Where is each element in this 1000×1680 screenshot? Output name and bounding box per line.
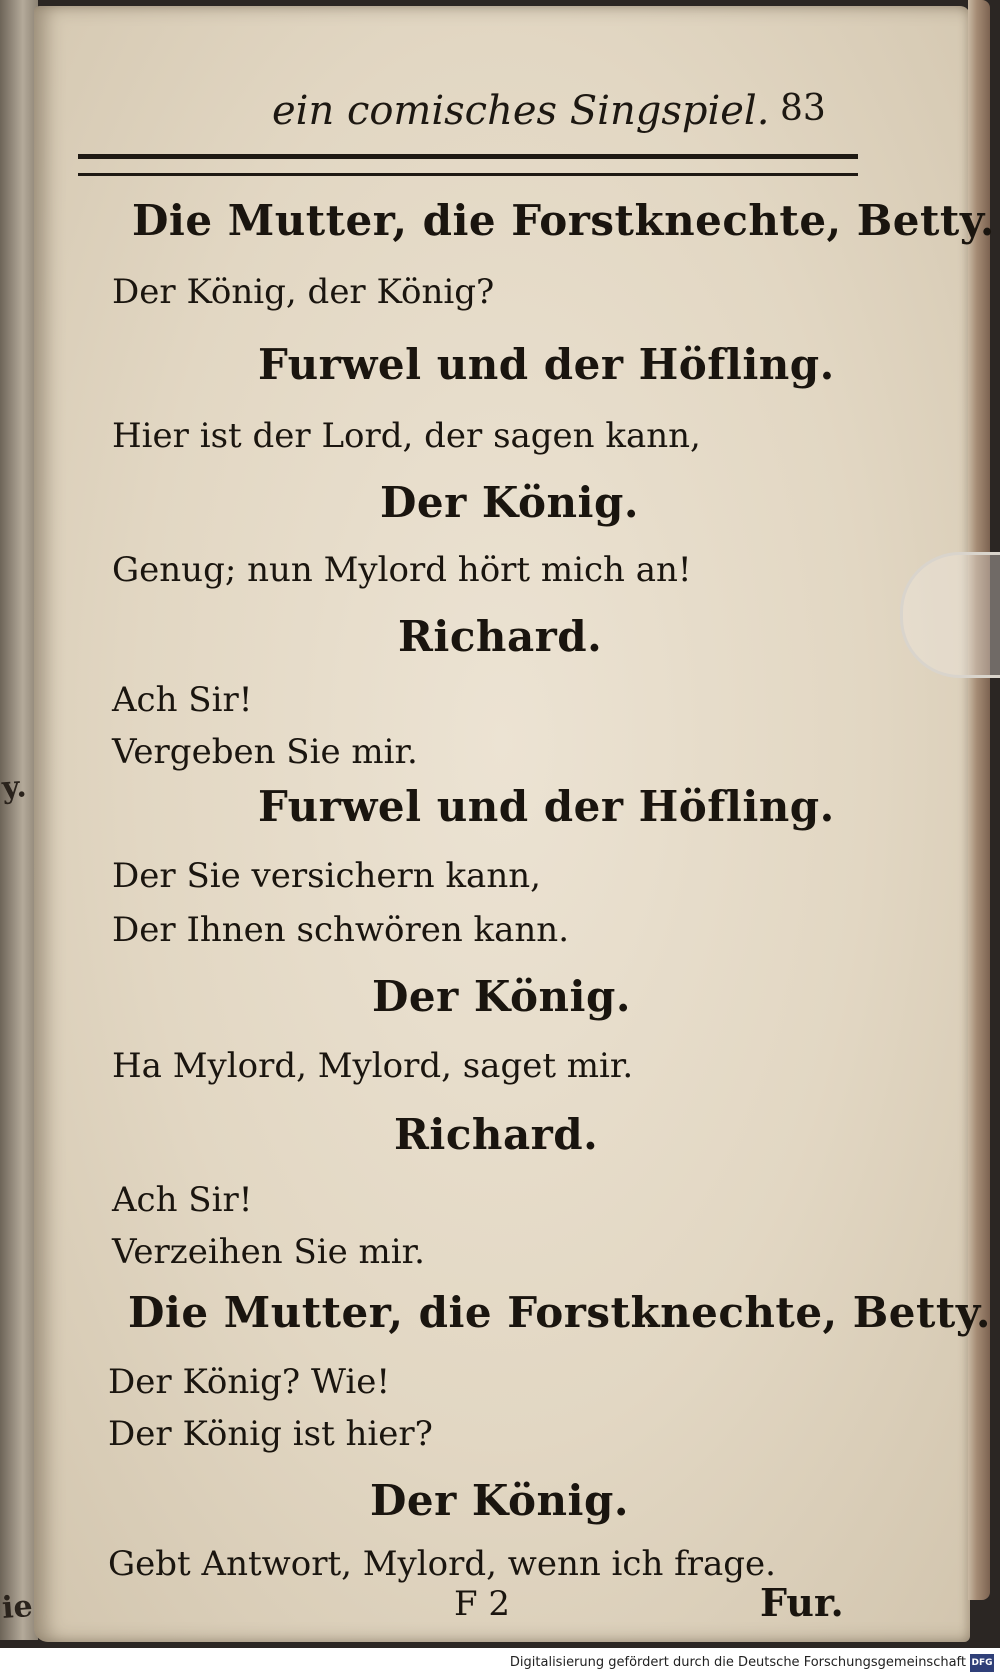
verse-line: Ach Sir! bbox=[112, 1180, 253, 1220]
verse-line: Vergeben Sie mir. bbox=[112, 732, 418, 772]
speaker-heading: Furwel und der Höfling. bbox=[258, 782, 835, 831]
verse-line: Der Sie versichern kann, bbox=[112, 856, 541, 896]
page-header bbox=[0, 88, 1000, 138]
dfg-logo-icon: DFG bbox=[970, 1654, 994, 1672]
speaker-heading: Richard. bbox=[394, 1110, 599, 1159]
margin-fragment: y. bbox=[0, 769, 28, 806]
catchword: Fur. bbox=[760, 1580, 844, 1625]
verse-line: Ach Sir! bbox=[112, 680, 253, 720]
verse-line: Hier ist der Lord, der sagen kann, bbox=[112, 416, 701, 456]
speaker-heading: Die Mutter, die Forstknechte, Betty. bbox=[128, 1288, 992, 1337]
header-rule bbox=[78, 154, 858, 176]
speaker-heading: Der König. bbox=[380, 478, 639, 527]
facing-page-edge bbox=[0, 0, 38, 1640]
verse-line: Verzeihen Sie mir. bbox=[112, 1232, 425, 1272]
speaker-heading: Der König. bbox=[372, 972, 631, 1021]
page-number: 83 bbox=[780, 88, 826, 129]
verse-line: Der König? Wie! bbox=[108, 1362, 390, 1402]
credit-text: Digitalisierung gefördert durch die Deutsche Forschungsgemeinschaft bbox=[509, 1655, 966, 1670]
verse-line: Der König, der König? bbox=[112, 272, 495, 312]
verse-line: Ha Mylord, Mylord, saget mir. bbox=[112, 1046, 634, 1086]
signature-mark: F 2 bbox=[454, 1584, 511, 1624]
speaker-heading: Die Mutter, die Forstknechte, Betty. bbox=[132, 196, 996, 245]
verse-line: Genug; nun Mylord hört mich an! bbox=[112, 550, 692, 590]
verse-line: Gebt Antwort, Mylord, wenn ich frage. bbox=[108, 1544, 776, 1584]
margin-fragment: ie bbox=[0, 1588, 34, 1627]
credit-bar bbox=[0, 1648, 1000, 1680]
speaker-heading: Richard. bbox=[398, 612, 603, 661]
speaker-heading: Furwel und der Höfling. bbox=[258, 340, 835, 389]
verse-line: Der Ihnen schwören kann. bbox=[112, 910, 570, 950]
running-title: ein comisches Singspiel. bbox=[272, 88, 770, 134]
verse-line: Der König ist hier? bbox=[108, 1414, 433, 1454]
speaker-heading: Der König. bbox=[370, 1476, 629, 1525]
